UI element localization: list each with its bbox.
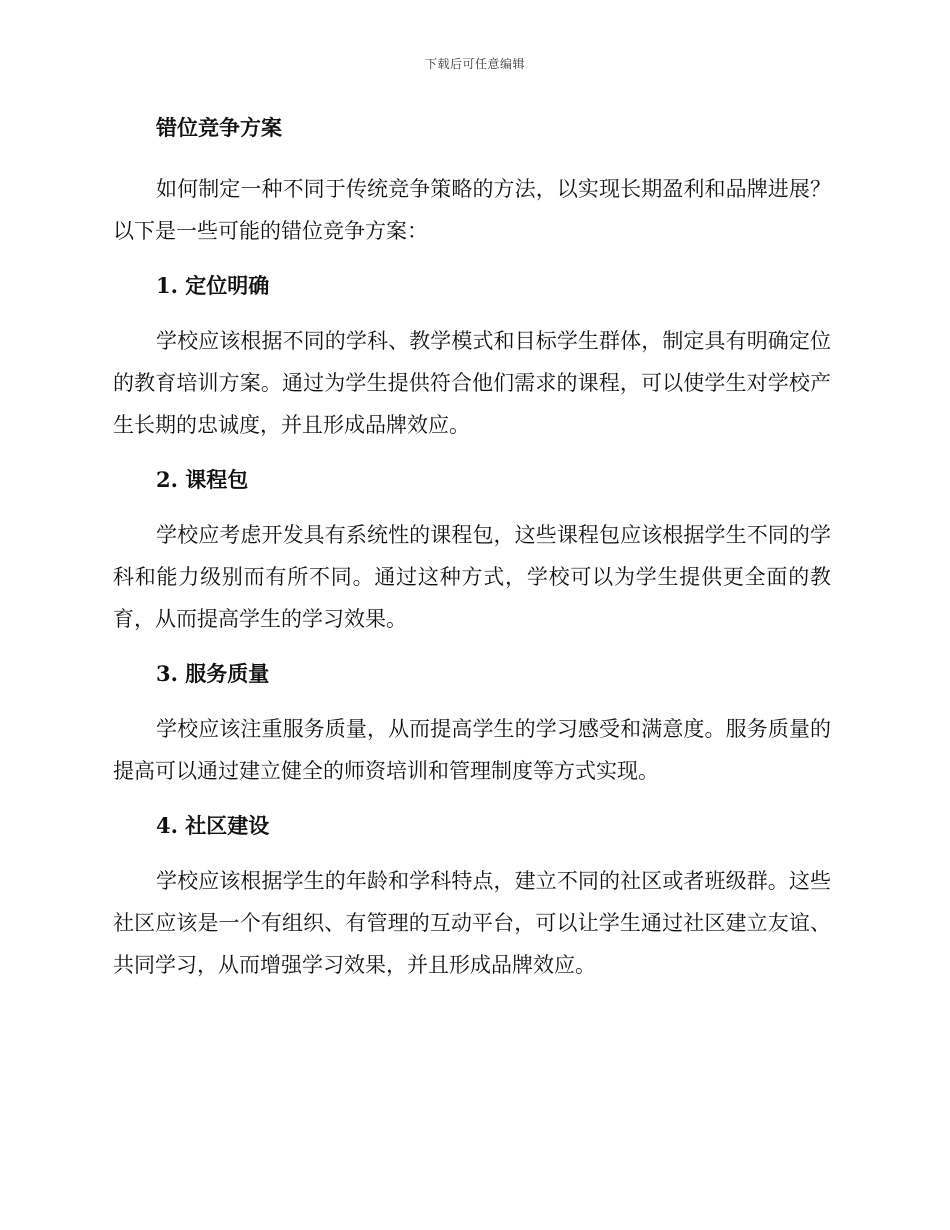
- section-paragraph: 学校应该根据不同的学科、教学模式和目标学生群体，制定具有明确定位的教育培训方案。通过为学生提供符合他们需求的课程，可以使学生对学校产生长期的忠诚度，并且形成品牌效应。: [113, 329, 831, 437]
- document-title: 错位竞争方案: [156, 115, 282, 140]
- section-heading: 4. 社区建设: [156, 813, 270, 838]
- section-paragraph: 学校应该根据学生的年龄和学科特点，建立不同的社区或者班级群。这些社区应该是一个有组织、有管理的互动平台，可以让学生通过社区建立友谊、共同学习，从而增强学习效果，并且形成品牌效应。: [113, 869, 831, 977]
- document-body: [113, 108, 831, 999]
- section-course-package: [113, 459, 831, 640]
- section-positioning: [113, 265, 831, 446]
- section-paragraph: 学校应该注重服务质量，从而提高学生的学习感受和满意度。服务质量的提高可以通过建立健全的师资培训和管理制度等方式实现。: [113, 717, 831, 783]
- section-community: [113, 805, 831, 986]
- section-service-quality: [113, 653, 831, 792]
- header-note: 下载后可任意编辑: [424, 57, 525, 71]
- section-heading: 1. 定位明确: [156, 273, 270, 298]
- intro-paragraph: 如何制定一种不同于传统竞争策略的方法，以实现长期盈利和品牌进展？以下是一些可能的错位竞争方案：: [113, 177, 831, 243]
- section-paragraph: 学校应考虑开发具有系统性的课程包，这些课程包应该根据学生不同的学科和能力级别而有所不同。通过这种方式，学校可以为学生提供更全面的教育，从而提高学生的学习效果。: [113, 523, 831, 631]
- section-heading: 2. 课程包: [156, 467, 249, 492]
- section-heading: 3. 服务质量: [156, 661, 270, 686]
